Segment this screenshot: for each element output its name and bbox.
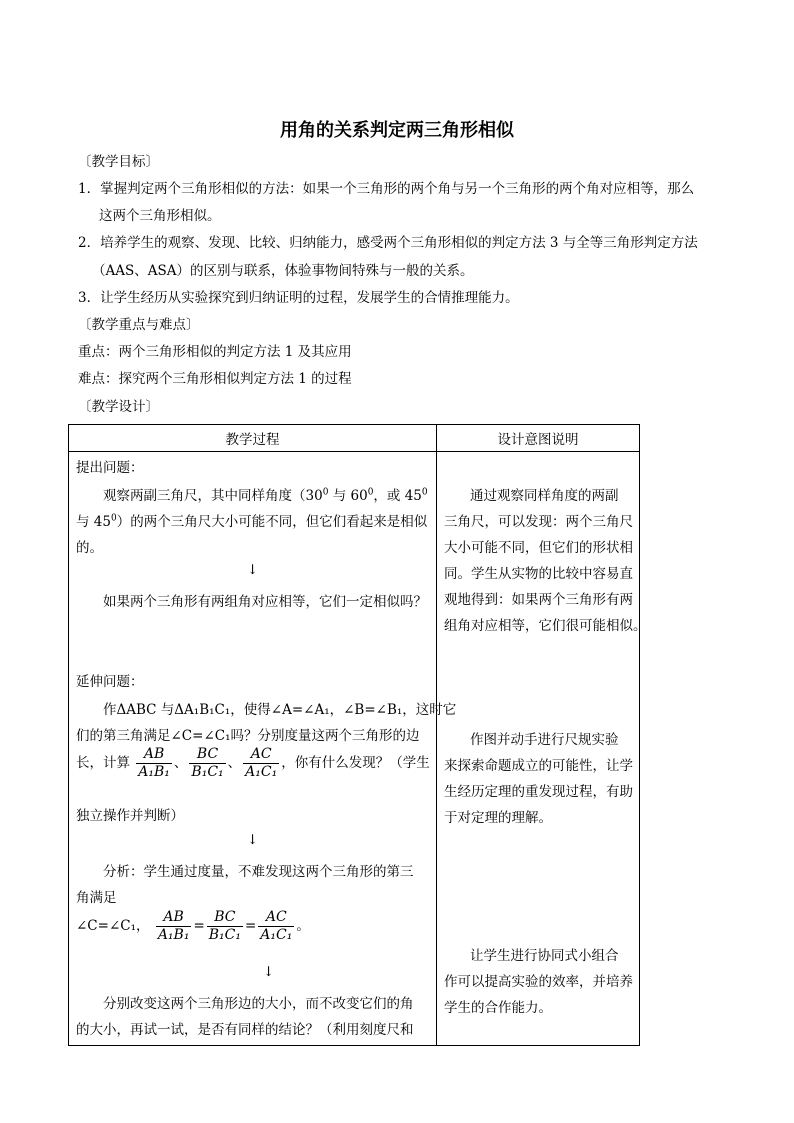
analysis-line-1: 分析：学生通过度量，不难发现这两个三角形的第三	[103, 864, 414, 880]
question-line-3: 的。	[76, 540, 103, 556]
intent-line-5: 观地得到：如果两个三角形有两	[444, 592, 633, 608]
page-title: 用角的关系判定两三角形相似	[280, 120, 514, 141]
intent-line-1: 通过观察同样角度的两副	[470, 488, 619, 504]
goal-2-line-2: （AAS、ASA）的区别与联系，体验事物间特殊与一般的关系。	[92, 263, 474, 279]
down-arrow-icon: ↓	[247, 562, 259, 578]
eq-ratio-bc: $\frac{BC}{\text{B₁C₁}}$	[208, 909, 241, 943]
extension-line-2: 们的第三角满足∠C=∠C₁吗？分别度量这两个三角形的边	[76, 728, 420, 744]
difficult-point: 难点：探究两个三角形相似判定方法 1 的过程	[78, 371, 352, 387]
column-header-intent: 设计意图说明	[437, 425, 640, 452]
analysis-line-2: 角满足	[76, 890, 117, 906]
intent-line-3: 大小可能不同，但它们的形状相	[444, 540, 633, 556]
intent-line-2: 三角尺，可以发现：两个三角尺	[444, 514, 633, 530]
intent-line-6: 组角对应相等，它们很可能相似。	[444, 618, 647, 634]
down-arrow-icon: ↓	[263, 964, 275, 980]
intent-line-4: 同。学生从实物的比较中容易直	[444, 566, 633, 582]
intent-line-10: 于对定理的理解。	[444, 810, 552, 826]
question-line-2: 与 $45^0$）的两个三角尺大小可能不同，但它们看起来是相似	[76, 513, 428, 530]
eq-ratio-ab: $\frac{AB}{\text{A₁B₁}}$	[157, 909, 190, 943]
down-arrow-icon: ↓	[247, 832, 259, 848]
key-point: 重点：两个三角形相似的判定方法 1 及其应用	[78, 344, 352, 360]
ratio-bc: $\frac{BC}{\text{B₁C₁}}$	[191, 746, 224, 780]
goal-3: 3．让学生经历从实验探究到归纳证明的过程，发展学生的合情推理能力。	[78, 290, 519, 306]
ratio-ac: $\frac{AC}{\text{A₁C₁}}$	[245, 746, 278, 780]
question-heading: 提出问题：	[76, 460, 144, 476]
intent-line-11: 让学生进行协同式小组合	[470, 948, 619, 964]
eq-ratio-ac: $\frac{AC}{\text{A₁C₁}}$	[260, 909, 293, 943]
analysis-equation: ∠C=∠C₁， $\frac{AB}{\text{A₁B₁}}$ = $\frac{BC}{\text{B₁C₁}}$ = $\frac{AC}{\text{A₁C₁}}$ 。	[76, 909, 310, 943]
lesson-table	[68, 424, 647, 1046]
intent-line-8: 来探索命题成立的可能性，让学	[444, 758, 633, 774]
goal-1-line-1: 1．掌握判定两个三角形相似的方法：如果一个三角形的两个角与另一个三角形的两个角对应相等，那么	[78, 181, 695, 197]
intent-line-13: 学生的合作能力。	[444, 1000, 552, 1016]
goal-2-line-1: 2．培养学生的观察、发现、比较、归纳能力，感受两个三角形相似的判定方法 3 与全等三角形判定方法	[78, 235, 698, 251]
key-points-heading: 〔教学重点与难点〕	[78, 317, 200, 333]
design-heading: 〔教学设计〕	[78, 399, 159, 415]
goal-1-line-2: 这两个三角形相似。	[99, 208, 221, 224]
extension-line-4: 独立操作并判断）	[76, 808, 184, 824]
ratio-ab: $\frac{AB}{\text{A₁B₁}}$	[138, 746, 170, 780]
change-line-1: 分别改变这两个三角形边的大小，而不改变它们的角	[103, 996, 414, 1012]
question-2: 如果两个三角形有两组角对应相等，它们一定相似吗？	[103, 594, 427, 610]
intent-cell	[437, 452, 647, 1046]
extension-line-3: 长，计算 $\frac{AB}{\text{A₁B₁}}$ 、 $\frac{BC}{\text{B₁C₁}}$ 、 $\frac{AC}{\text{A₁C₁}}$ ，你有什么发现？（学生	[76, 746, 430, 780]
intent-line-12: 作可以提高实验的效率，并培养	[444, 974, 633, 990]
column-header-process: 教学过程	[69, 425, 437, 452]
change-line-2: 的大小，再试一试，是否有同样的结论？（利用刻度尺和	[76, 1022, 414, 1038]
goals-heading: 〔教学目标〕	[78, 154, 159, 170]
question-line-1: 观察两副三角尺，其中同样角度（$30^0$ 与 $60^0$，或 $45^0$	[103, 487, 428, 504]
extension-heading: 延伸问题：	[76, 674, 144, 690]
intent-line-7: 作图并动手进行尺规实验	[470, 732, 619, 748]
process-cell	[69, 452, 457, 1046]
extension-line-1: 作ΔABC 与ΔA₁B₁C₁，使得∠A=∠A₁，∠B=∠B₁，这时它	[103, 702, 457, 718]
intent-line-9: 生经历定理的重发现过程，有助	[444, 784, 633, 800]
